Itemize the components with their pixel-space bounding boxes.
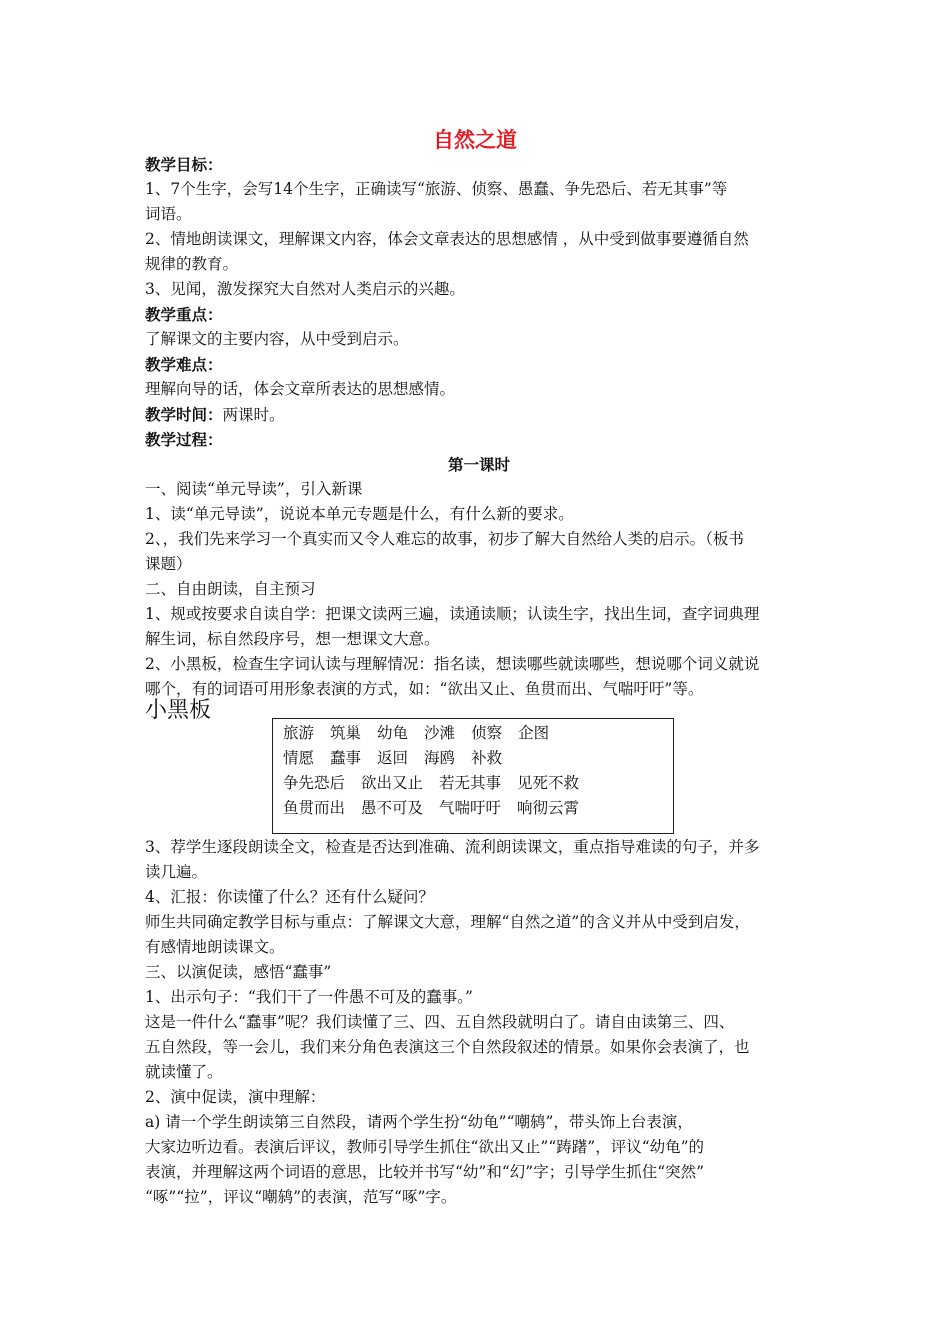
line-text: 哪个，有的词语可用形象表演的方式，如：“欲出又止、鱼贯而出、气喘吁吁”等。	[145, 680, 704, 698]
vocabulary-word: 鱼贯而出	[283, 799, 346, 817]
text-line	[145, 427, 813, 452]
text-line	[145, 1085, 813, 1110]
line-text: 有感情地朗读课文。	[145, 938, 285, 956]
text-line	[145, 552, 813, 577]
text-line	[145, 602, 813, 627]
text-line	[145, 627, 813, 652]
line-text: 二、自由朗读，自主预习	[145, 580, 316, 598]
vocabulary-word: 响彻云霄	[517, 799, 580, 817]
text-line	[145, 577, 813, 602]
line-text: 读几遍。	[145, 863, 208, 881]
line-text: 五自然段，等一会儿，我们来分角色表演这三个自然段叙述的情景。如果你会表演了，也	[145, 1038, 750, 1056]
vocabulary-word: 幼龟	[377, 724, 409, 742]
text-line	[145, 502, 813, 527]
line-text: 三、以演促读，感悟“蠢事”	[145, 963, 332, 981]
text-line	[145, 302, 813, 327]
lesson-plan-part1	[145, 152, 813, 702]
line-text: 课题）	[145, 555, 192, 573]
text-line	[145, 352, 813, 377]
blackboard-row	[283, 771, 673, 796]
line-text: 一、阅读“单元导读”，引入新课	[145, 480, 363, 498]
line-text-rest: 两课时。	[222, 406, 285, 424]
vocabulary-word: 筑巢	[330, 724, 362, 742]
vocabulary-word: 侦察	[471, 724, 503, 742]
text-line	[145, 202, 813, 227]
text-line	[145, 477, 813, 502]
line-text: a) 请一个学生朗读第三自然段，请两个学生扮“幼龟”“嘲鸫”，带头饰上台表演，	[145, 1113, 693, 1131]
lesson-plan-part2	[145, 835, 813, 1210]
line-text: 表演，并理解这两个词语的意思，比较并书写“幼”和“幻”字；引导学生抓住“突然”	[145, 1163, 705, 1181]
text-line	[145, 985, 813, 1010]
vocabulary-word: 情愿	[283, 749, 315, 767]
vocabulary-word: 沙滩	[424, 724, 456, 742]
vocabulary-word: 海鸥	[424, 749, 456, 767]
text-line	[145, 885, 813, 910]
section-heading: 教学时间：	[145, 405, 223, 424]
vocabulary-word: 返回	[377, 749, 409, 767]
vocabulary-word: 气喘吁吁	[439, 799, 502, 817]
text-line	[145, 652, 813, 677]
text-line	[145, 1060, 813, 1085]
text-line	[145, 377, 813, 402]
text-line	[145, 327, 813, 352]
text-line	[145, 1110, 813, 1135]
line-text: 词语。	[145, 205, 192, 223]
text-line	[145, 935, 813, 960]
line-text: 2、，我们先来学习一个真实而又令人难忘的故事，初步了解大自然给人类的启示。（板书	[145, 530, 744, 548]
text-line	[145, 277, 813, 302]
line-text: 就读懂了。	[145, 1063, 223, 1081]
line-text: 3、见闻，激发探究大自然对人类启示的兴趣。	[145, 280, 465, 298]
line-text: 了解课文的主要内容，从中受到启示。	[145, 330, 409, 348]
text-line	[145, 1010, 813, 1035]
text-line	[145, 1035, 813, 1060]
section-heading: 教学过程：	[145, 430, 223, 449]
text-line	[145, 177, 813, 202]
vocabulary-word: 争先恐后	[283, 774, 346, 792]
blackboard-row	[283, 746, 673, 771]
line-text: 2、小黑板，检查生字词认读与理解情况：指名读，想读哪些就读哪些，想说哪个词义就说	[145, 655, 760, 673]
text-line	[145, 835, 813, 860]
section-heading: 教学目标：	[145, 155, 223, 174]
line-text: “啄”“拉”，评议“嘲鸫”的表演，范写“啄”字。	[145, 1188, 457, 1206]
line-text: 这是一件什么“蠢事”呢？我们读懂了三、四、五自然段就明白了。请自由读第三、四、	[145, 1013, 735, 1031]
line-text: 大家边听边看。表演后评议，教师引导学生抓住“欲出又止”“踌躇”，评议“幼龟”的	[145, 1138, 705, 1156]
vocabulary-word: 欲出又止	[361, 774, 424, 792]
text-line	[145, 960, 813, 985]
line-text: 师生共同确定教学目标与重点：了解课文大意，理解“自然之道”的含义并从中受到启发，	[145, 913, 750, 931]
text-line	[145, 1135, 813, 1160]
line-text: 3、荐学生逐段朗读全文，检查是否达到准确、流利朗读课文，重点指导难读的句子，并多	[145, 838, 760, 856]
blackboard-row	[283, 721, 673, 746]
section-heading: 第一课时	[447, 455, 510, 474]
line-text: 1、读“单元导读”，说说本单元专题是什么，有什么新的要求。	[145, 505, 574, 523]
vocabulary-word: 旅游	[283, 724, 315, 742]
line-text: 4、汇报：你读懂了什么？还有什么疑问？	[145, 888, 434, 906]
text-line	[145, 452, 813, 477]
section-heading: 教学重点：	[145, 305, 223, 324]
text-line	[145, 527, 813, 552]
text-line	[145, 402, 813, 427]
text-line	[145, 1185, 813, 1210]
vocabulary-word: 补救	[471, 749, 503, 767]
text-line	[145, 910, 813, 935]
text-line	[145, 227, 813, 252]
text-line	[145, 1160, 813, 1185]
text-line	[145, 152, 813, 177]
blackboard-vocabulary-box	[272, 718, 674, 834]
vocabulary-word: 蠢事	[330, 749, 362, 767]
section-heading: 教学难点：	[145, 355, 223, 374]
vocabulary-word: 若无其事	[439, 774, 502, 792]
vocabulary-word: 愚不可及	[361, 799, 424, 817]
text-line	[145, 860, 813, 885]
text-line	[145, 677, 813, 702]
blackboard-label: 小黑板	[145, 698, 212, 723]
blackboard-row	[283, 796, 673, 821]
vocabulary-word: 企图	[518, 724, 550, 742]
line-text: 1、规或按要求自读自学：把课文读两三遍，读通读顺；认读生字，找出生词，查字词典理	[145, 605, 760, 623]
line-text: 1、出示句子：“我们干了一件愚不可及的蠢事。”	[145, 988, 473, 1006]
line-text: 2、演中促读，演中理解：	[145, 1088, 326, 1106]
line-text: 理解向导的话，体会文章所表达的思想感情。	[145, 380, 456, 398]
vocabulary-word: 见死不救	[517, 774, 580, 792]
line-text: 2、情地朗读课文，理解课文内容，体会文章表达的思想感情 ，从中受到做事要遵循自然	[145, 230, 749, 248]
document-title: 自然之道	[433, 128, 517, 152]
text-line	[145, 252, 813, 277]
line-text: 规律的教育。	[145, 255, 239, 273]
line-text: 1、7个生字，会写14个生字，正确读写“旅游、侦察、愚蠢、争先恐后、若无其事”等	[145, 180, 728, 198]
line-text: 解生词，标自然段序号，想一想课文大意。	[145, 630, 440, 648]
